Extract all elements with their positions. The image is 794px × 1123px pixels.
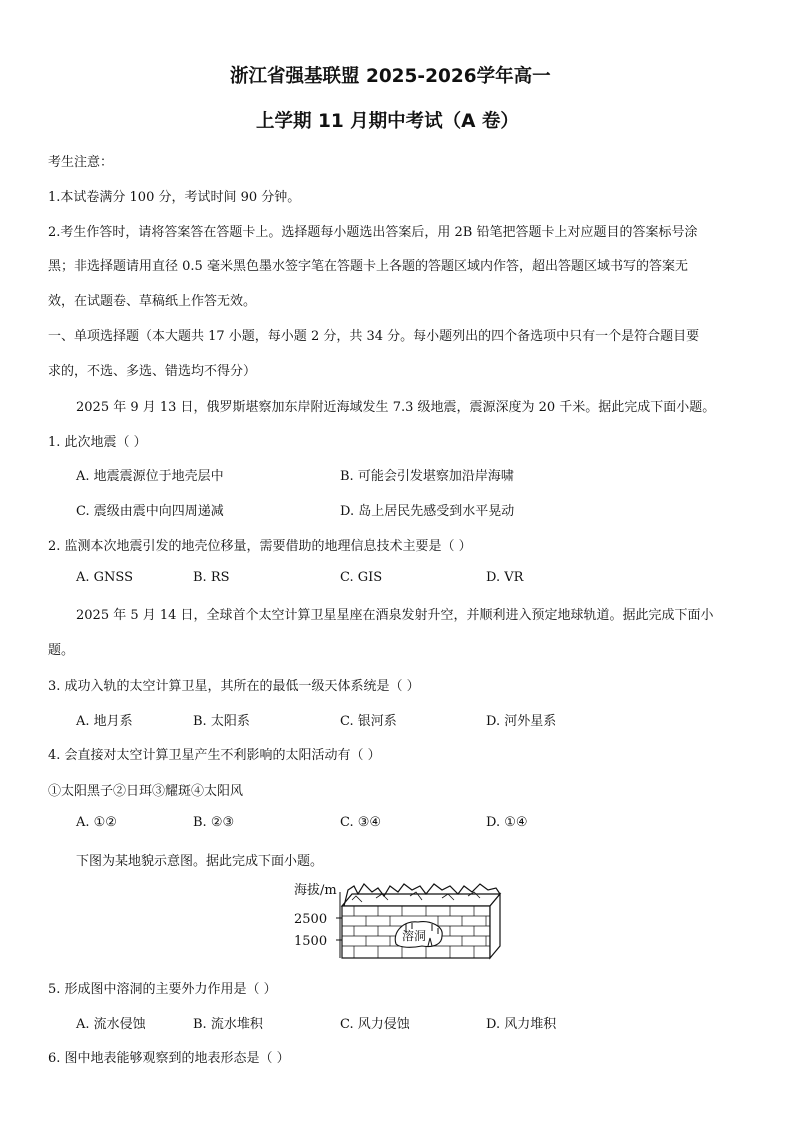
question-1-option-c[interactable]: C. 震级由震中向四周递减 <box>76 504 224 519</box>
passage-landform: 下图为某地貌示意图。据此完成下面小题。 <box>76 854 324 869</box>
passage-satellite-line2: 题。 <box>48 643 75 658</box>
question-2-stem: 2. 监测本次地震引发的地壳位移量，需要借助的地理信息技术主要是（ ） <box>48 539 472 554</box>
question-1-stem: 1. 此次地震（ ） <box>48 435 147 450</box>
question-4-option-b[interactable]: B. ②③ <box>193 815 235 830</box>
question-4-items: ①太阳黑子②日珥③耀斑④太阳风 <box>48 784 244 799</box>
cave-label: 溶洞 <box>402 929 427 943</box>
section1-heading-line2: 求的，不选、多选、错选均不得分） <box>48 364 257 379</box>
question-3-option-a[interactable]: A. 地月系 <box>76 714 133 729</box>
tick-1500-label: 1500 <box>294 934 328 949</box>
question-3-option-b[interactable]: B. 太阳系 <box>193 714 250 729</box>
karst-diagram-svg <box>292 878 508 962</box>
question-3-stem: 3. 成功入轨的太空计算卫星，其所在的最低一级天体系统是（ ） <box>48 679 420 694</box>
tick-2500-label: 2500 <box>294 912 328 927</box>
section1-heading-line1: 一、单项选择题（本大题共 17 小题，每小题 2 分，共 34 分。每小题列出的四个备选项中只有一个是符合题目要 <box>48 329 700 344</box>
question-5-option-c[interactable]: C. 风力侵蚀 <box>340 1017 410 1032</box>
question-4-option-c[interactable]: C. ③④ <box>340 815 382 830</box>
passage-earthquake: 2025 年 9 月 13 日，俄罗斯堪察加东岸附近海域发生 7.3 级地震，震源深度为 20 千米。据此完成下面小题。 <box>76 400 716 415</box>
exam-title-line1: 浙江省强基联盟 2025-2026学年高一 <box>230 66 551 87</box>
question-4-option-a[interactable]: A. ①② <box>76 815 117 830</box>
question-3-option-c[interactable]: C. 银河系 <box>340 714 397 729</box>
question-5-option-b[interactable]: B. 流水堆积 <box>193 1017 263 1032</box>
notice-item-1: 1.本试卷满分 100 分，考试时间 90 分钟。 <box>48 190 301 205</box>
elevation-axis-label: 海拔/m <box>294 883 337 898</box>
question-1-option-b[interactable]: B. 可能会引发堪察加沿岸海啸 <box>340 469 514 484</box>
question-5-stem: 5. 形成图中溶洞的主要外力作用是（ ） <box>48 982 277 997</box>
question-1-option-a[interactable]: A. 地震震源位于地壳层中 <box>76 469 224 484</box>
question-2-option-c[interactable]: C. GIS <box>340 570 383 585</box>
question-5-option-d[interactable]: D. 风力堆积 <box>486 1017 557 1032</box>
notice-item-2-line1: 2.考生作答时，请将答案答在答题卡上。选择题每小题选出答案后，用 2B 铅笔把答题卡上对应题目的答案标号涂 <box>48 225 698 240</box>
question-2-option-d[interactable]: D. VR <box>486 570 524 585</box>
question-1-option-d[interactable]: D. 岛上居民先感受到水平晃动 <box>340 504 515 519</box>
notice-item-2-line3: 效，在试题卷、草稿纸上作答无效。 <box>48 294 257 309</box>
exam-title-line2: 上学期 11 月期中考试（A 卷） <box>256 111 519 132</box>
question-2-option-a[interactable]: A. GNSS <box>76 570 133 585</box>
question-4-option-d[interactable]: D. ①④ <box>486 815 528 830</box>
block-side-face <box>490 894 500 958</box>
question-3-option-d[interactable]: D. 河外星系 <box>486 714 557 729</box>
notice-item-2-line2: 黑；非选择题请用直径 0.5 毫米黑色墨水签字笔在答题卡上各题的答题区域内作答，超出答题区域书写的答案无 <box>48 259 688 274</box>
question-5-option-a[interactable]: A. 流水侵蚀 <box>76 1017 146 1032</box>
question-2-option-b[interactable]: B. RS <box>193 570 230 585</box>
question-6-stem: 6. 图中地表能够观察到的地表形态是（ ） <box>48 1051 290 1066</box>
question-4-stem: 4. 会直接对太空计算卫星产生不利影响的太阳活动有（ ） <box>48 748 381 763</box>
karst-landform-diagram <box>292 878 508 962</box>
passage-satellite-line1: 2025 年 5 月 14 日，全球首个太空计算卫星星座在酒泉发射升空，并顺利进入预定地球轨道。据此完成下面小 <box>76 608 714 623</box>
notice-heading: 考生注意： <box>48 155 114 170</box>
block-top-face <box>342 894 500 906</box>
